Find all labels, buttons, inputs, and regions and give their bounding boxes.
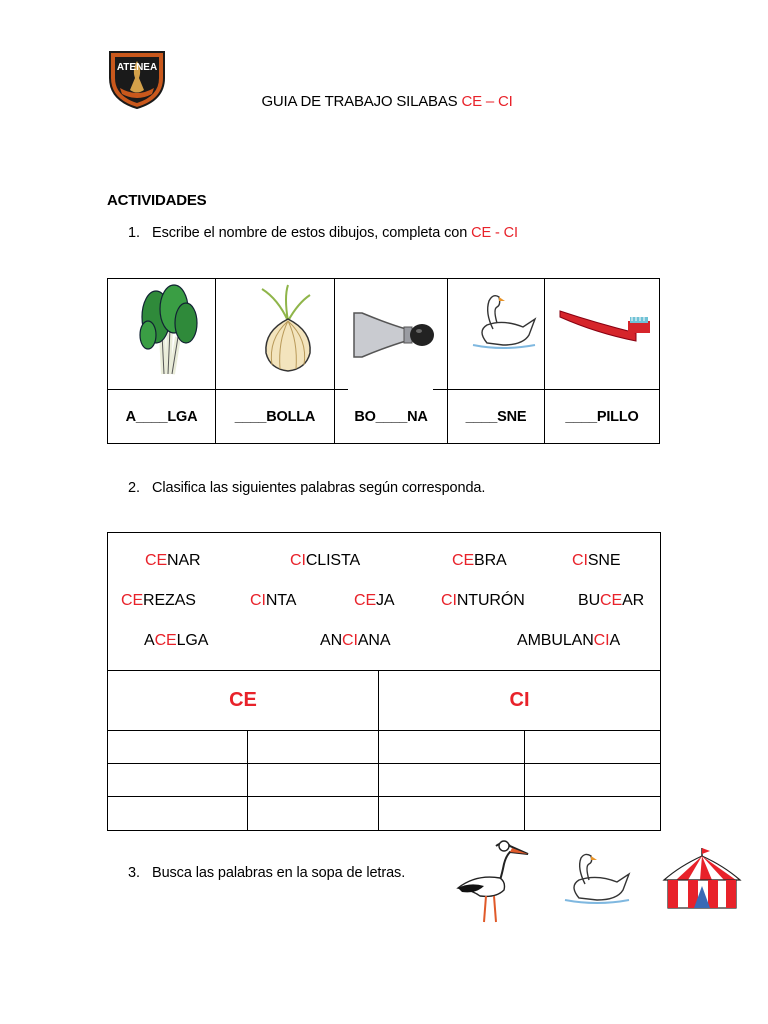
instruction-2 <box>128 480 485 496</box>
title-text: GUIA DE TRABAJO SILABAS <box>261 93 462 110</box>
instruction-1 <box>128 225 518 241</box>
word-item: CEJA <box>354 592 395 609</box>
answer-cell[interactable]: BO____NA <box>354 409 428 425</box>
page-title <box>0 93 768 110</box>
word-item: CINTA <box>250 592 297 609</box>
word-item: CENAR <box>145 552 201 569</box>
answer-cell-ci[interactable] <box>379 764 524 796</box>
word-item: BUCEAR <box>578 592 645 609</box>
stork-icon <box>452 838 532 924</box>
answer-cell-ci[interactable] <box>379 731 524 763</box>
answer-cell-ce[interactable] <box>108 764 247 796</box>
onion-icon <box>248 279 328 389</box>
answer-cell-ci[interactable] <box>525 797 660 830</box>
circus-tent-icon <box>660 846 744 912</box>
answer-cell-ce[interactable] <box>248 764 378 796</box>
chard-icon <box>128 279 208 389</box>
column-header-ce: CE <box>229 689 257 711</box>
picture-table <box>107 278 660 444</box>
classification-table <box>107 532 661 831</box>
logo-text: ATENEA <box>116 62 158 73</box>
answer-cell-ci[interactable] <box>525 764 660 796</box>
word-item: CISNE <box>572 552 621 569</box>
answer-cell[interactable]: ____PILLO <box>565 409 639 425</box>
word-item: CINTURÓN <box>441 592 525 609</box>
answer-cell-ce[interactable] <box>248 731 378 763</box>
word-item: AMBULANCIA <box>517 632 621 649</box>
instruction-number: 1. <box>128 225 140 241</box>
swan-icon <box>463 279 543 389</box>
instruction-text: Busca las palabras en la sopa de letras. <box>152 865 406 881</box>
toothbrush-icon <box>556 279 656 389</box>
answer-cell-ci[interactable] <box>379 797 524 830</box>
column-header-ci: CI <box>509 689 530 711</box>
instruction-text: Clasifica las siguientes palabras según corresponda. <box>152 480 486 496</box>
horn-icon <box>346 279 436 389</box>
title-highlight: CE – CI <box>461 93 513 110</box>
instruction-highlight: CE - CI <box>471 225 518 241</box>
answer-cell[interactable]: ____SNE <box>465 409 527 425</box>
section-heading: ACTIVIDADES <box>107 192 207 209</box>
swan-icon <box>557 850 637 910</box>
instruction-number: 3. <box>128 865 140 881</box>
answer-cell-ce[interactable] <box>248 797 378 830</box>
answer-cell[interactable]: ____BOLLA <box>234 409 316 425</box>
answer-cell-ci[interactable] <box>525 731 660 763</box>
word-item: CICLISTA <box>290 552 361 569</box>
word-item: CEREZAS <box>121 592 196 609</box>
word-item: ANCIANA <box>320 632 391 649</box>
answer-cell[interactable]: A____LGA <box>125 409 198 425</box>
word-item: CEBRA <box>452 552 507 569</box>
instruction-text: Escribe el nombre de estos dibujos, completa con <box>152 225 472 241</box>
answer-cell-ce[interactable] <box>108 731 247 763</box>
instruction-3 <box>128 865 405 881</box>
word-item: ACELGA <box>144 632 209 649</box>
instruction-number: 2. <box>128 480 140 496</box>
answer-cell-ce[interactable] <box>108 797 247 830</box>
